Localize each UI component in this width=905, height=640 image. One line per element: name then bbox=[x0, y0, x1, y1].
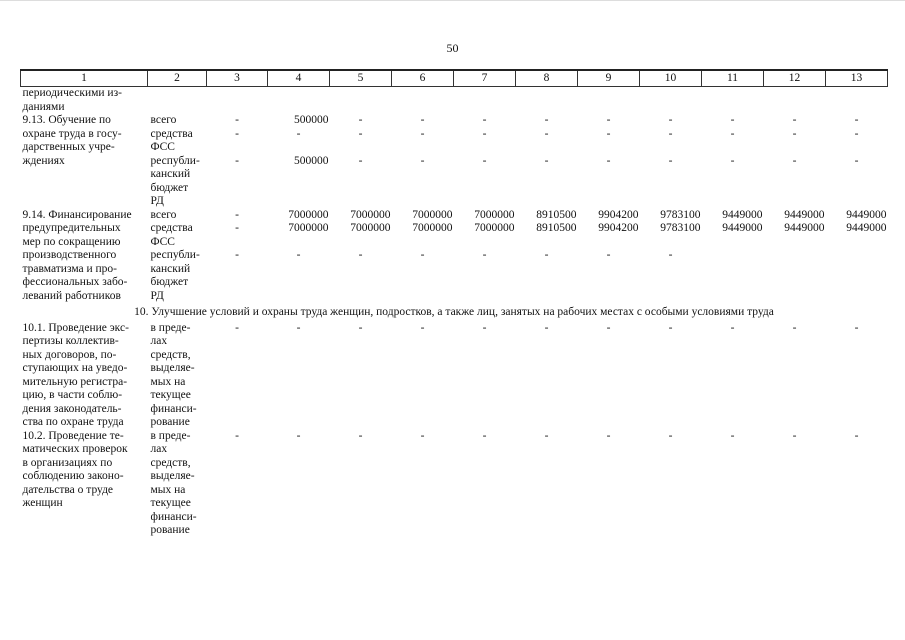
value-cell: 9449000 bbox=[784, 222, 825, 234]
value-cell: - bbox=[668, 249, 673, 261]
funding-source: средства ФСС bbox=[150, 127, 193, 153]
col-header: 1 bbox=[21, 70, 148, 87]
value-cell: - bbox=[358, 127, 363, 140]
value-cell: - bbox=[420, 154, 425, 167]
item-name: 10.1. Проведение экс- пертизы коллектив- ных договоров, по- ступающих на уведо- мительную регистра- цию, в части соблю- дения законодатель- ства по охране труда bbox=[22, 321, 129, 428]
value-cell: - bbox=[420, 321, 425, 334]
value-cell: 8910500 bbox=[536, 208, 577, 221]
funding-source: средства ФСС bbox=[150, 222, 193, 248]
value-cell: 7000000 bbox=[474, 208, 515, 221]
value-cell: 7000000 bbox=[288, 208, 329, 221]
value-cell: - bbox=[668, 429, 673, 442]
value-cell: 9783100 bbox=[660, 222, 701, 234]
col-header: 9 bbox=[578, 70, 640, 87]
value-cell: - bbox=[420, 114, 425, 126]
value-cell: - bbox=[235, 208, 239, 221]
table-row bbox=[21, 114, 888, 128]
table-row bbox=[21, 155, 888, 209]
value-cell: - bbox=[606, 154, 611, 167]
item-name: 10.2. Проведение те- матических проверок в организациях по соблюдению законо- дательства о труде женщин bbox=[22, 429, 128, 509]
funding-source: республи- канский бюджет РД bbox=[150, 249, 200, 302]
value-cell: 500000 bbox=[294, 114, 329, 126]
item-name: 9.14. Финансирование предупредительных мер по сокращению производственного травматизма и про- фессиональных забо- леваний работников bbox=[22, 208, 132, 302]
value-cell: - bbox=[482, 321, 487, 334]
value-cell: - bbox=[482, 127, 487, 140]
value-cell: 9783100 bbox=[660, 208, 701, 221]
value-cell: - bbox=[235, 114, 239, 126]
empty-cell bbox=[148, 87, 207, 115]
col-header: 11 bbox=[702, 70, 764, 87]
value-cell: - bbox=[854, 154, 859, 167]
item-name: 9.13. Обучение по охране труда в госу- дарственных учре- ждениях bbox=[22, 114, 122, 167]
value-cell: - bbox=[668, 321, 673, 334]
col-header: 13 bbox=[826, 70, 888, 87]
value-cell: - bbox=[358, 321, 363, 334]
table-row bbox=[21, 322, 888, 430]
col-header: 5 bbox=[330, 70, 392, 87]
value-cell: - bbox=[235, 321, 239, 334]
empty-cell bbox=[392, 87, 454, 115]
col-header: 4 bbox=[268, 70, 330, 87]
value-cell: - bbox=[730, 127, 735, 140]
col-header: 10 bbox=[640, 70, 702, 87]
empty-cell bbox=[640, 87, 702, 115]
value-cell: - bbox=[668, 127, 673, 140]
col-header: 6 bbox=[392, 70, 454, 87]
value-cell: - bbox=[792, 429, 797, 442]
value-cell: - bbox=[606, 249, 611, 261]
value-cell: - bbox=[358, 114, 363, 126]
value-cell: - bbox=[482, 249, 487, 261]
value-cell: 9904200 bbox=[598, 222, 639, 234]
value-cell: 7000000 bbox=[412, 222, 453, 234]
value-cell bbox=[764, 249, 826, 303]
value-cell: 9449000 bbox=[846, 222, 887, 234]
value-cell: - bbox=[296, 249, 301, 261]
value-cell: - bbox=[606, 321, 611, 334]
empty-cell bbox=[454, 87, 516, 115]
value-cell: 9904200 bbox=[598, 208, 639, 221]
empty-cell bbox=[578, 87, 640, 115]
value-cell: - bbox=[792, 154, 797, 167]
value-cell: - bbox=[606, 114, 611, 126]
funding-source: всего bbox=[150, 208, 177, 221]
section-title: 10. Улучшение условий и охраны труда женщин, подростков, а также лиц, занятых на рабочих местах с особыми условиями труда bbox=[134, 306, 774, 318]
empty-cell bbox=[764, 87, 826, 115]
value-cell: - bbox=[606, 429, 611, 442]
value-cell: - bbox=[854, 127, 859, 140]
page-number: 50 bbox=[446, 41, 459, 55]
value-cell: - bbox=[668, 154, 673, 167]
value-cell: - bbox=[296, 321, 301, 334]
value-cell: - bbox=[668, 114, 673, 126]
value-cell: - bbox=[296, 127, 301, 140]
budget-table bbox=[20, 69, 888, 538]
col-header: 3 bbox=[207, 70, 268, 87]
value-cell bbox=[702, 249, 764, 303]
value-cell: - bbox=[358, 154, 363, 167]
value-cell: - bbox=[544, 321, 549, 334]
value-cell: - bbox=[235, 154, 239, 167]
col-header: 12 bbox=[764, 70, 826, 87]
col-header: 8 bbox=[516, 70, 578, 87]
value-cell: - bbox=[358, 429, 363, 442]
value-cell: - bbox=[730, 114, 735, 126]
value-cell: - bbox=[730, 154, 735, 167]
empty-cell bbox=[826, 87, 888, 115]
table-row bbox=[21, 303, 888, 322]
value-cell: 7000000 bbox=[288, 222, 329, 234]
table-row bbox=[21, 430, 888, 538]
value-cell: - bbox=[296, 429, 301, 442]
value-cell: - bbox=[606, 127, 611, 140]
value-cell: 7000000 bbox=[350, 208, 391, 221]
value-cell bbox=[826, 249, 888, 303]
value-cell: - bbox=[544, 154, 549, 167]
value-cell: - bbox=[544, 114, 549, 126]
funding-source: республи- канский бюджет РД bbox=[150, 154, 200, 207]
scan-edge bbox=[0, 0, 905, 1]
table-row bbox=[21, 87, 888, 115]
item-name: периодическими из- даниями bbox=[22, 87, 122, 113]
value-cell: - bbox=[544, 127, 549, 140]
value-cell: - bbox=[235, 429, 239, 442]
value-cell: 9449000 bbox=[722, 208, 763, 221]
value-cell: 500000 bbox=[294, 154, 329, 167]
value-cell: 9449000 bbox=[722, 222, 763, 234]
value-cell: - bbox=[854, 321, 859, 334]
table-row bbox=[21, 209, 888, 223]
value-cell: - bbox=[358, 249, 363, 261]
table-row bbox=[21, 249, 888, 303]
value-cell: - bbox=[482, 114, 487, 126]
value-cell: 9449000 bbox=[784, 208, 825, 221]
value-cell: - bbox=[544, 429, 549, 442]
value-cell: - bbox=[420, 249, 425, 261]
value-cell: - bbox=[235, 249, 239, 261]
value-cell: - bbox=[792, 127, 797, 140]
value-cell: - bbox=[730, 429, 735, 442]
value-cell: 7000000 bbox=[412, 208, 453, 221]
empty-cell bbox=[268, 87, 330, 115]
value-cell: - bbox=[482, 154, 487, 167]
value-cell: - bbox=[730, 321, 735, 334]
value-cell: 9449000 bbox=[846, 208, 887, 221]
header-row bbox=[21, 70, 888, 87]
value-cell: - bbox=[792, 114, 797, 126]
empty-cell bbox=[516, 87, 578, 115]
table-row bbox=[21, 128, 888, 155]
funding-source: в преде- лах средств, выделяе- мых на текущее финанси- рование bbox=[150, 429, 197, 536]
value-cell: 7000000 bbox=[350, 222, 391, 234]
value-cell: - bbox=[235, 222, 239, 234]
empty-cell bbox=[702, 87, 764, 115]
table-row bbox=[21, 222, 888, 249]
empty-cell bbox=[330, 87, 392, 115]
value-cell: - bbox=[854, 429, 859, 442]
funding-source: в преде- лах средств, выделяе- мых на текущее финанси- рование bbox=[150, 321, 197, 428]
value-cell: - bbox=[235, 127, 239, 140]
col-header: 7 bbox=[454, 70, 516, 87]
value-cell: - bbox=[420, 127, 425, 140]
value-cell: - bbox=[792, 321, 797, 334]
value-cell: - bbox=[544, 249, 549, 261]
value-cell: 7000000 bbox=[474, 222, 515, 234]
value-cell: - bbox=[420, 429, 425, 442]
value-cell: - bbox=[482, 429, 487, 442]
value-cell: 8910500 bbox=[536, 222, 577, 234]
empty-cell bbox=[207, 87, 268, 115]
value-cell: - bbox=[854, 114, 859, 126]
funding-source: всего bbox=[150, 114, 177, 126]
col-header: 2 bbox=[148, 70, 207, 87]
